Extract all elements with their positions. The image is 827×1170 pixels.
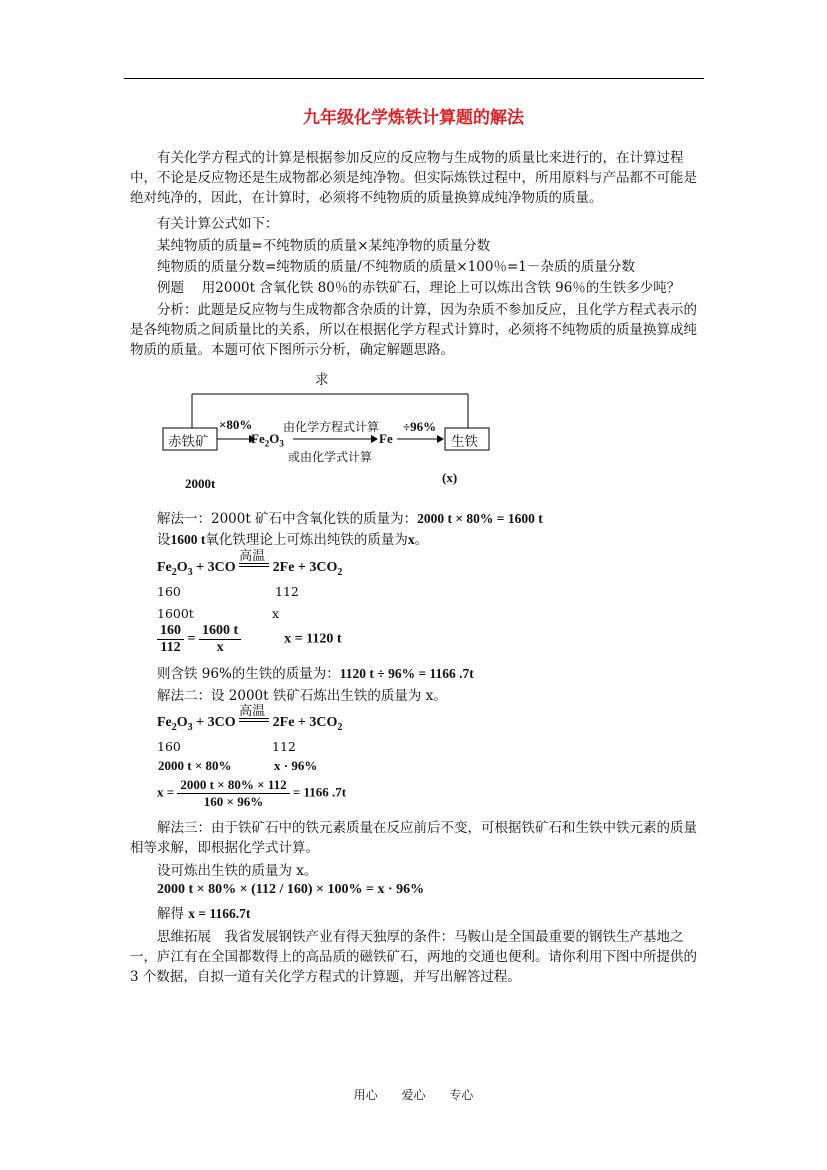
diagram-top-label: 求 [315,372,329,388]
analysis-diagram [155,372,505,498]
diagram-ore: 赤铁矿 [168,434,209,450]
reaction-condition: 高温 [239,557,269,571]
sol3-set: 设可炼出生铁的质量为 x。 [157,863,318,879]
sol2-value-x: x · 96% [274,758,318,773]
sol3-paragraph: 解法三：由于铁矿石中的铁元素质量在反应前后不变，可根据铁矿石和生铁中铁元素的质量相等求解，即根据化学式计算。 [130,820,697,856]
diagram-multiply: ×80% [219,417,253,432]
diagram-pig-iron: 生铁 [451,434,478,450]
sol1-mass-160: 160 [157,584,181,599]
sol3-equation: 2000 t × 80% × (112 / 160) × 100% = x · 96% [157,882,425,897]
sol1-value-x: x [272,606,280,621]
sol2-computation: x = $\frac{2000 t \times 80\% \times 112}{160 \times 96\%}$ = 1166 .7t [157,777,347,809]
sol2-value-ore: 2000 t × 80% [158,758,232,773]
extension-paragraph: 思维拓展 我省发展钢铁产业有得天独厚的条件：马鞍山是全国最重要的钢铁生产基地之一，庐江有在全国都数得上的高品质的磁铁矿石，两地的交通也便利。请你利用下图中所提供的 3 个数据，自拟一道有关化学方程式的计算题，并写出解答过程。 [130,929,697,985]
sol1-reaction-equation: $Fe_2O_3 + 3CO$ 高温 $2Fe + 3CO_2$ [157,549,343,578]
arrow-three-head [437,435,444,443]
formula-two: 纯物质的质量分数=纯物质的质量/不纯物质的质量×100％=1－杂质的质量分数 [157,259,635,275]
diagram-route-upper: 由化学方程式计算 [283,420,380,434]
sol1-line1: 解法一：2000t 矿石中含氧化铁的质量为：2000 t × 80% = 1600 t [157,511,543,527]
sol1-final: 则含铁 96%的生铁的质量为：1120 t ÷ 96% = 1166 .7t [157,666,474,682]
formula-one: 某纯物质的质量=不纯物质的质量×某纯净物的质量分数 [157,238,491,254]
sol2-line1: 解法二：设 2000t 铁矿石炼出生铁的质量为 x。 [157,688,447,704]
intro-paragraph: 有关化学方程式的计算是根据参加反应的反应物与生成物的质量比来进行的，在计算过程中，不论是反应物还是生成物都必须是纯净物。但实际炼铁过程中，所用原料与产品都不可能是绝对纯净的，因此，在计算时，必须将不纯物质的质量换算成纯净物质的质量。 [130,150,697,206]
sol2-fraction: $\frac{2000 t \times 80\% \times 112}{160 \times 96\%}$ [177,777,289,810]
sol3-result: 解得 x = 1166.7t [157,906,251,922]
sol2-mass-160: 160 [157,739,181,754]
diagram-mass: 2000t [185,476,216,491]
formula-heading: 有关计算公式如下： [157,216,279,232]
sol1-proportion: $\frac{160}{112}$ = $\frac{1600 t}{x}$ x = 1120 t [157,623,342,656]
example-question: 例题 用2000t 含氧化铁 80％的赤铁矿石，理论上可以炼出含铁 96％的生铁多少吨？ [157,280,681,296]
diagram-x: (x) [442,470,458,485]
page-footer: 用心 爱心 专心 [353,1088,474,1102]
fraction-left: $\frac{160}{112}$ [157,623,184,656]
diagram-fe: Fe [379,431,393,446]
page-title: 九年级化学炼铁计算题的解法 [303,108,524,128]
sol2-reaction-equation: $Fe_2O_3 + 3CO$ 高温 $2Fe + 3CO_2$ [157,704,343,733]
sol1-value-1600t: 1600t [157,606,194,621]
diagram-divide: ÷96% [403,419,437,434]
sol1-line2: 设1600 t氧化铁理论上可炼出纯铁的质量为x。 [157,532,429,548]
diagram-fe2o3: $Fe_2O_3$ [251,431,284,449]
sol2-mass-112: 112 [272,739,296,754]
analysis-paragraph: 分析：此题是反应物与生成物都含杂质的计算，因为杂质不参加反应，且化学方程式表示的是各纯物质之间质量比的关系，所以在根据化学方程式计算时，必须将不纯物质的质量换算成纯物质的质量。本题可依下图所示分析，确定解题思路。 [130,302,697,358]
sol1-mass-112: 112 [275,584,299,599]
fraction-right: $\frac{1600 t}{x}$ [199,623,241,656]
diagram-route-lower: 或由化学式计算 [288,450,373,464]
reaction-condition: 高温 [239,712,269,726]
header-rule [124,78,704,79]
arrow-two-head [371,435,378,443]
